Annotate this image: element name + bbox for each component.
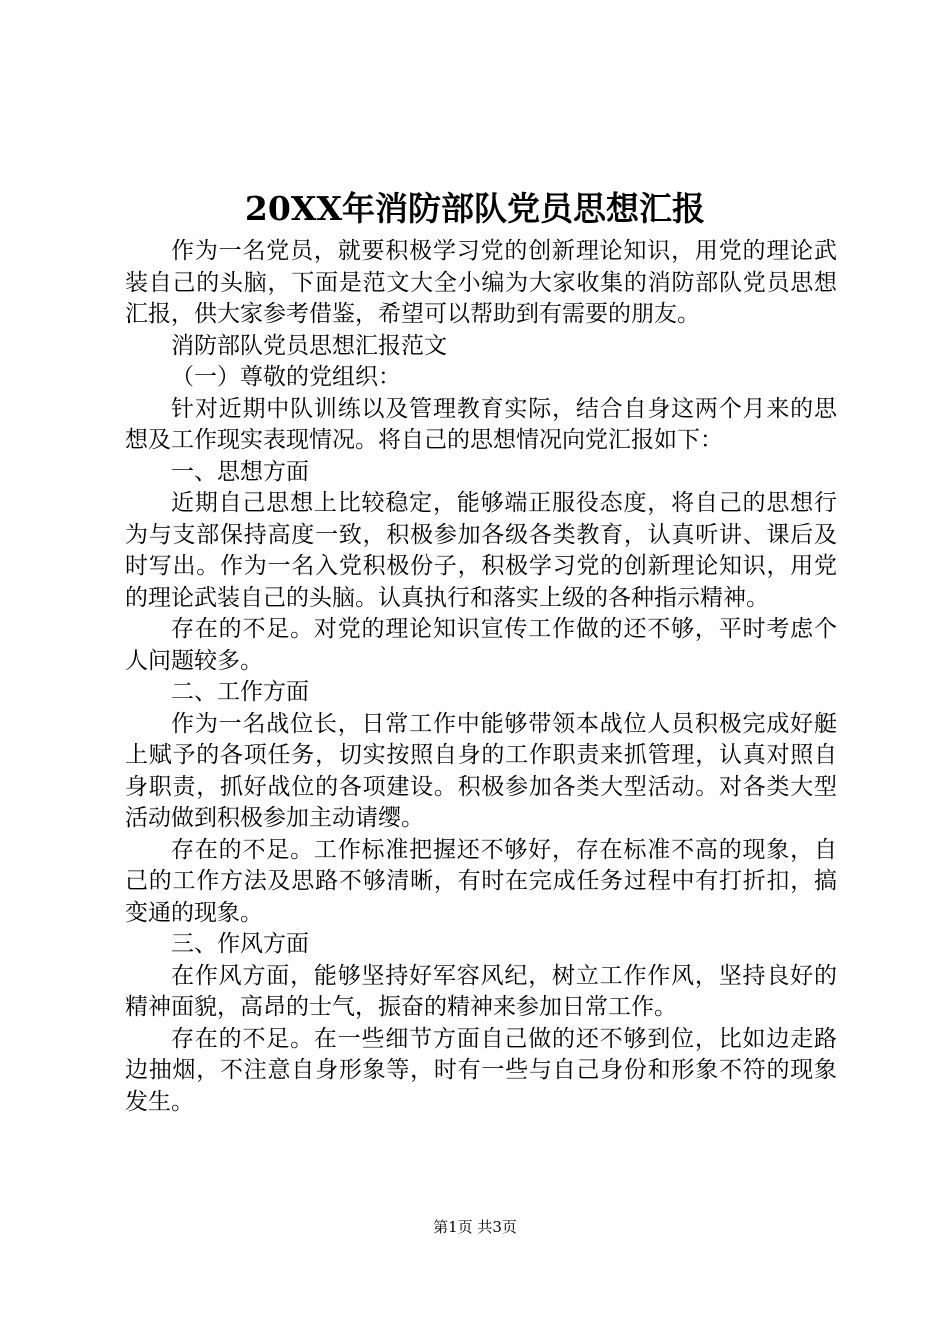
page-number-footer: 第1页 共3页 [433, 1218, 517, 1236]
section-heading-work: 二、工作方面 [171, 679, 309, 705]
section-heading-thought: 一、思想方面 [171, 458, 309, 485]
section-heading-style: 三、作风方面 [171, 931, 309, 957]
body-paragraph: 针对近期中队训练以及管理教育实际，结合自身这两个月来的思想及工作现实表现情况。将自己的思想情况向党汇报如下： [125, 395, 837, 453]
document-title: 20XX年消防部队党员思想汇报 [244, 189, 706, 228]
body-paragraph: 作为一名战位长，日常工作中能够带领本战位人员积极完成好艇上赋予的各项任务，切实按照自身的工作职责来抓管理，认真对照自身职责，抓好战位的各项建设。积极参加各类大型活动。对各类大型活动做到积极参加主动请缨。 [125, 710, 837, 831]
body-paragraph: 存在的不足。工作标准把握还不够好，存在标准不高的现象，自己的工作方法及思路不够清晰，有时在完成任务过程中有打折扣，搞变通的现象。 [125, 836, 837, 926]
salutation: （一）尊敬的党组织： [171, 364, 401, 390]
section-subtitle: 消防部队党员思想汇报范文 [171, 332, 447, 359]
body-paragraph: 近期自己思想上比较稳定，能够端正服役态度，将自己的思想行为与支部保持高度一致，积极参加各级各类教育，认真听讲、课后及时写出。作为一名入党积极份子，积极学习党的创新理论知识，用党的理论武装自己的头脑。认真执行和落实上级的各种指示精神。 [125, 490, 837, 611]
body-paragraph: 存在的不足。对党的理论知识宣传工作做的还不够，平时考虑个人问题较多。 [125, 616, 837, 674]
body-paragraph: 存在的不足。在一些细节方面自己做的还不够到位，比如边走路边抽烟，不注意自身形象等，时有一些与自己身份和形象不符的现象发生。 [125, 1025, 837, 1115]
intro-paragraph: 作为一名党员，就要积极学习党的创新理论知识，用党的理论武装自己的头脑，下面是范文大全小编为大家收集的消防部队党员思想汇报，供大家参考借鉴，希望可以帮助到有需要的朋友。 [125, 238, 837, 327]
document-body [125, 236, 837, 1118]
body-paragraph: 在作风方面，能够坚持好军容风纪，树立工作作风，坚持良好的精神面貌，高昂的士气，振奋的精神来参加日常工作。 [125, 962, 837, 1020]
